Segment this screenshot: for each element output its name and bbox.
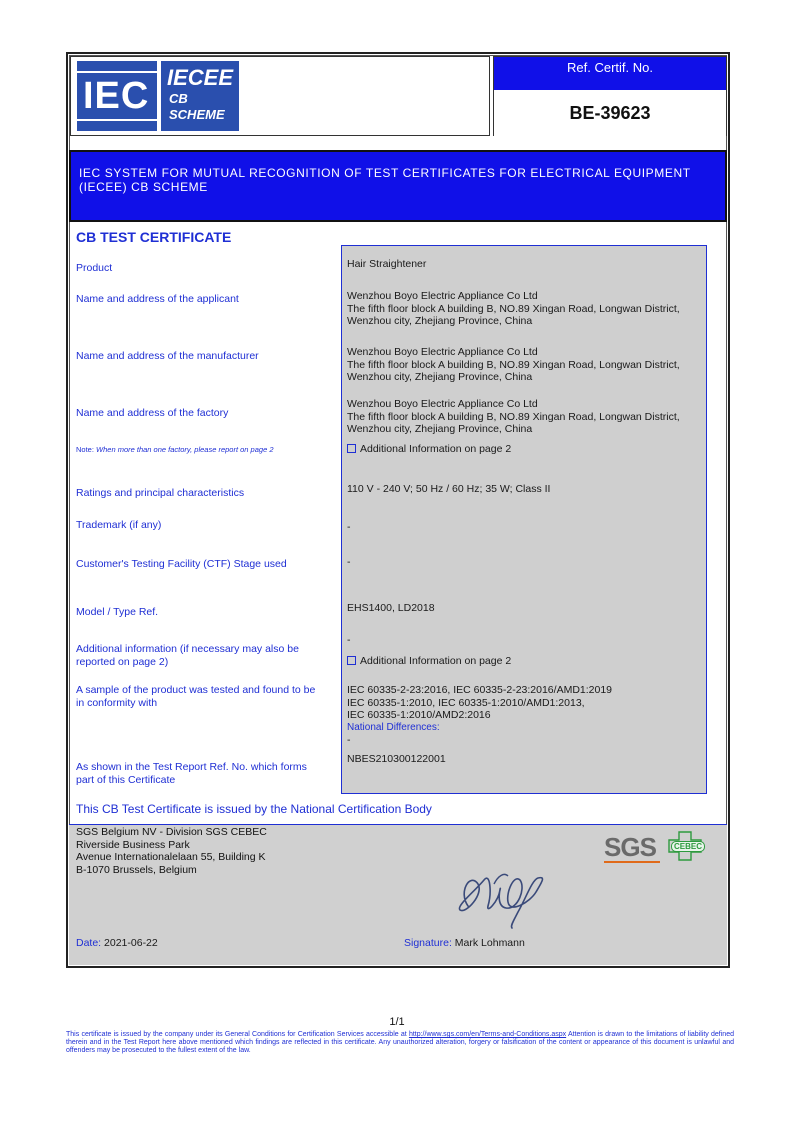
conformity-label: A sample of the product was tested and found to be in conformity with	[76, 684, 316, 709]
iec-logo-text: IEC	[83, 75, 150, 117]
factory-name: Wenzhou Boyo Electric Appliance Co Ltd	[347, 398, 538, 410]
date-value: 2021-06-22	[104, 937, 158, 949]
signature-label: Signature:	[404, 937, 452, 949]
ncb-address-line1: SGS Belgium NV - Division SGS CEBEC	[76, 826, 267, 838]
ref-number: BE-39623	[494, 90, 726, 136]
ncb-address-line3: Avenue Internationalelaan 55, Building K	[76, 851, 266, 863]
ctf-label: Customer's Testing Facility (CTF) Stage used	[76, 558, 287, 570]
footer-text-after-link: Attention is drawn to the limitations of liability defined therein and in the Test Report here above mentioned which findings are reflected in this certificate. Any unauthorized alteration, forgery or falsification of the content or appearance of this document is unlawful and offenders may be prosecuted to the fullest extent of the law.	[66, 1031, 734, 1055]
cebec-logo	[667, 830, 703, 862]
model-value: EHS1400, LD2018	[347, 602, 435, 614]
scheme-logo-text: SCHEME	[169, 107, 225, 122]
model-label: Model / Type Ref.	[76, 606, 159, 618]
issued-by: This CB Test Certificate is issued by the National Certification Body	[76, 802, 432, 816]
conformity-line2: IEC 60335-1:2010, IEC 60335-1:2010/AMD1:2013,	[347, 696, 585, 709]
product-value: Hair Straightener	[347, 258, 427, 270]
ncb-address	[76, 826, 267, 876]
date-field	[76, 937, 158, 949]
national-diff-value: -	[347, 734, 351, 746]
conformity-value	[347, 684, 699, 747]
ncb-address-line4: B-1070 Brussels, Belgium	[76, 863, 197, 876]
checkbox-icon[interactable]	[347, 656, 356, 665]
page-number: 1/1	[389, 1016, 405, 1028]
applicant-address: The fifth floor block A building B, NO.89 Xingan Road, Longwan District, Wenzhou city, Zhejiang Province, China	[347, 302, 680, 327]
ncb-address-line2: Riverside Business Park	[76, 838, 190, 851]
applicant-label: Name and address of the applicant	[76, 293, 239, 305]
iecee-logo-text: IECEE	[167, 65, 234, 90]
factory-note-prefix: Note:	[76, 445, 94, 454]
manufacturer-label: Name and address of the manufacturer	[76, 350, 259, 362]
conformity-line3: IEC 60335-1:2010/AMD2:2016	[347, 709, 491, 721]
manufacturer-value	[347, 346, 699, 384]
additional-info-page2-text-b: Additional Information on page 2	[360, 655, 512, 667]
ref-label: Ref. Certif. No.	[494, 57, 726, 90]
ratings-label: Ratings and principal characteristics	[76, 487, 245, 499]
factory-note	[76, 443, 334, 456]
ctf-value: -	[347, 556, 351, 568]
system-title: IEC SYSTEM FOR MUTUAL RECOGNITION OF TEST CERTIFICATES FOR ELECTRICAL EQUIPMENT (IECEE) CB SCHEME	[69, 150, 727, 222]
certificate-title: CB TEST CERTIFICATE	[76, 229, 232, 245]
conformity-line1: IEC 60335-2-23:2016, IEC 60335-2-23:2016/AMD1:2019	[347, 684, 613, 696]
trademark-value: -	[347, 521, 351, 533]
national-diff-label: National Differences:	[347, 721, 440, 733]
signature-value: Mark Lohmann	[454, 937, 525, 949]
factory-note-text: When more than one factory, please report on page 2	[96, 445, 274, 454]
cb-logo-text: CB	[169, 91, 188, 106]
report-label: As shown in the Test Report Ref. No. which forms part of this Certificate	[76, 761, 307, 786]
ref-panel	[493, 56, 727, 136]
sgs-logo	[604, 832, 660, 863]
additional-info-page2-text: Additional Information on page 2	[360, 443, 512, 455]
footer-text-before-link: This certificate is issued by the company under its General Conditions for Certification Services accessible at	[66, 1031, 409, 1038]
trademark-label: Trademark (if any)	[76, 519, 162, 531]
factory-label: Name and address of the factory	[76, 407, 229, 419]
logo-panel	[70, 56, 490, 136]
date-label: Date:	[76, 937, 102, 949]
sgs-logo-text: SGS	[604, 832, 656, 862]
additional-info-page2-checkbox[interactable]	[347, 443, 699, 456]
additional-info-page2-checkbox-b[interactable]	[347, 655, 699, 668]
manufacturer-name: Wenzhou Boyo Electric Appliance Co Ltd	[347, 346, 538, 358]
factory-value	[347, 398, 699, 436]
factory-address: The fifth floor block A building B, NO.89 Xingan Road, Longwan District, Wenzhou city, Zhejiang Province, China	[347, 410, 680, 435]
terms-link[interactable]: http://www.sgs.com/en/Terms-and-Conditions.aspx	[408, 1031, 567, 1038]
additional-value: -	[347, 634, 351, 646]
checkbox-icon[interactable]	[347, 444, 356, 453]
iecee-cb-logo	[161, 61, 239, 131]
signature-graphic	[448, 862, 560, 932]
applicant-name: Wenzhou Boyo Electric Appliance Co Ltd	[347, 290, 538, 302]
iec-logo	[77, 61, 157, 131]
footer-disclaimer	[66, 1031, 734, 1056]
product-label: Product	[76, 262, 113, 274]
report-value: NBES210300122001	[347, 753, 446, 765]
signature-field	[404, 937, 525, 949]
additional-label: Additional information (if necessary may also be reported on page 2)	[76, 643, 299, 668]
cebec-logo-text: CEBEC	[671, 841, 705, 852]
ratings-value: 110 V - 240 V; 50 Hz / 60 Hz; 35 W; Class II	[347, 483, 551, 495]
manufacturer-address: The fifth floor block A building B, NO.89 Xingan Road, Longwan District, Wenzhou city, Zhejiang Province, China	[347, 358, 680, 383]
applicant-value	[347, 290, 699, 328]
